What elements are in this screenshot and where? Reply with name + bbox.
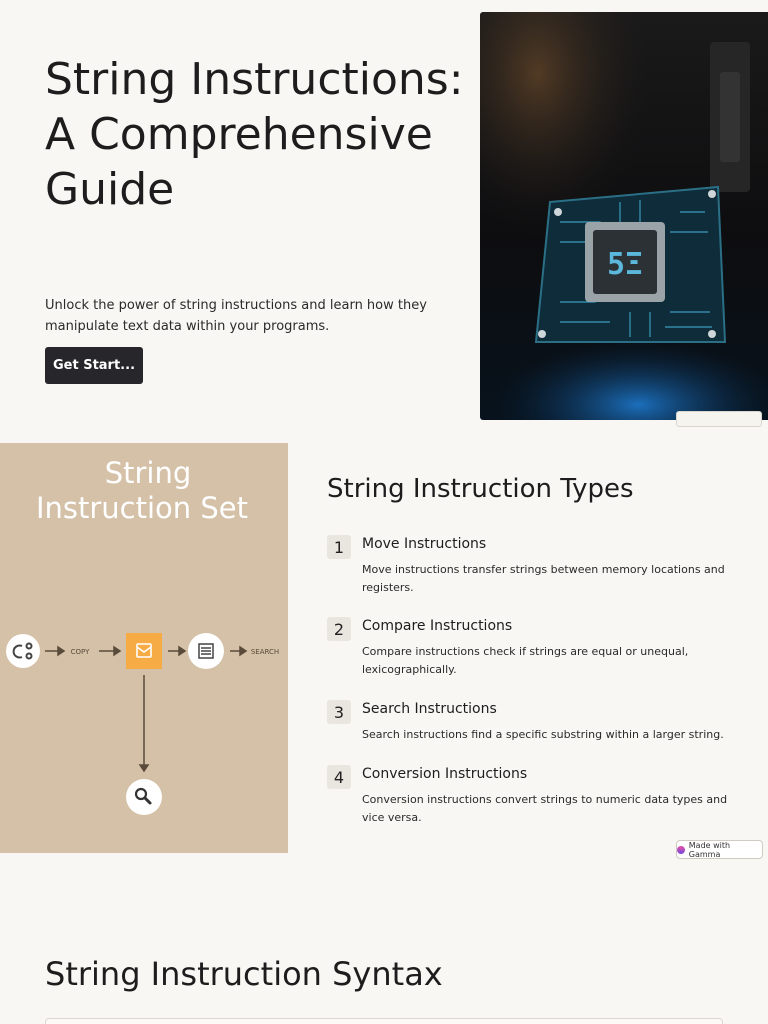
svg-text:5Ξ: 5Ξ: [606, 247, 644, 282]
type-number: 2: [327, 617, 351, 641]
types-section-title: String Instruction Types: [327, 474, 634, 504]
type-description: Search instructions find a specific substring within a larger string.: [362, 728, 724, 741]
get-started-button[interactable]: Get Start...: [45, 347, 143, 384]
type-number: 3: [327, 700, 351, 724]
made-with-gamma-badge[interactable]: [676, 840, 763, 859]
hero-chip-image: [480, 12, 768, 420]
type-name: Conversion Instructions: [362, 766, 528, 782]
syntax-card: [45, 1018, 723, 1024]
type-description: Move instructions transfer strings between memory locations and registers.: [362, 563, 725, 594]
hero-description: Unlock the power of string instructions and learn how they manipulate text data within your programs.: [45, 298, 427, 334]
badge-label: Made with Gamma: [688, 840, 731, 859]
instruction-set-diagram: [0, 443, 288, 853]
type-name: Search Instructions: [362, 701, 497, 717]
type-description: Compare instructions check if strings are equal or unequal, lexicographically.: [362, 645, 689, 676]
start-node: [6, 634, 40, 668]
diagram-title-line1: String: [104, 456, 192, 490]
type-name: Move Instructions: [362, 536, 487, 552]
search-label: SEARCH: [250, 648, 280, 656]
hero-title: String Instructions: A Comprehensive Guide: [45, 54, 464, 215]
copy-node: [126, 633, 162, 669]
hero-badge-ghost: [676, 411, 762, 427]
diagram-graphic: [0, 443, 288, 853]
type-name: Compare Instructions: [362, 618, 513, 634]
type-number: 4: [327, 765, 351, 789]
syntax-section-title: String Instruction Syntax: [45, 955, 443, 993]
diagram-title-line2: Instruction Set: [35, 491, 249, 525]
chip-illustration: [480, 12, 768, 420]
copy-label: COPY: [70, 648, 90, 656]
type-description: Conversion instructions convert strings to numeric data types and vice versa.: [362, 793, 728, 824]
type-number: 1: [327, 535, 351, 559]
gamma-logo-icon: [677, 846, 685, 854]
